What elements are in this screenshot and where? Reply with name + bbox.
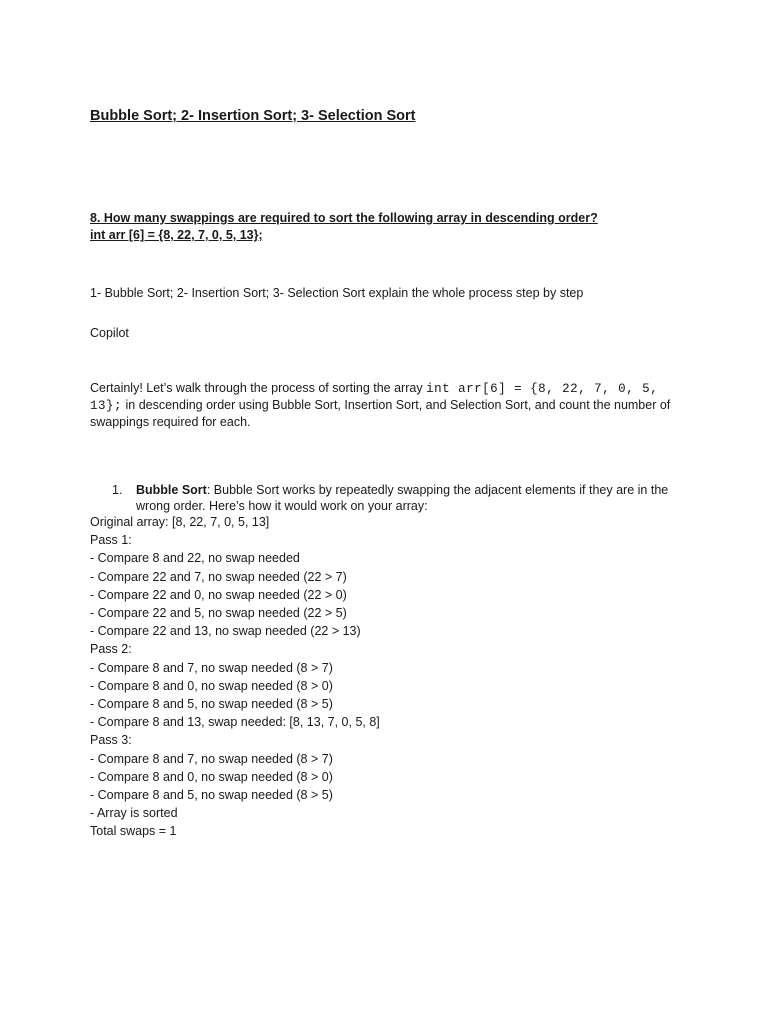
step-line: Pass 1: [90,533,132,548]
step-line: - Compare 8 and 0, no swap needed (8 > 0) [90,769,333,784]
step-line: - Compare 8 and 22, no swap needed [90,551,300,566]
intro-text-after: in descending order using Bubble Sort, Insertion Sort, and Selection Sort, and count the number of swappings required for each. [90,398,671,429]
intro-text-before: Certainly! Let’s walk through the process of sorting the array [90,381,427,395]
intro-paragraph [90,380,690,430]
author-label: Copilot [90,326,129,340]
question-block [90,210,598,244]
step-line: - Compare 22 and 13, no swap needed (22 > 13) [90,624,361,639]
intro-code-line2: 13}; [90,399,123,413]
list-item-text [136,482,681,514]
intro-code-line1: int arr[6] = {8, 22, 7, 0, 5, [426,382,659,396]
question-array: int arr [6] = {8, 22, 7, 0, 5, 13}; [90,228,263,242]
question-text: 8. How many swappings are required to sort the following array in descending order? [90,211,598,225]
step-line: - Compare 8 and 0, no swap needed (8 > 0) [90,678,333,693]
step-line: - Compare 8 and 7, no swap needed (8 > 7) [90,751,333,766]
page-title: Bubble Sort; 2- Insertion Sort; 3- Selection Sort [90,108,416,124]
step-line: - Compare 22 and 7, no swap needed (22 > 7) [90,569,347,584]
step-line: - Compare 22 and 5, no swap needed (22 > 5) [90,606,347,621]
user-prompt: 1- Bubble Sort; 2- Insertion Sort; 3- Selection Sort explain the whole process step by step [90,286,584,300]
list-item-title: Bubble Sort [136,483,207,497]
steps-list [90,513,380,841]
step-line: - Compare 8 and 13, swap needed: [8, 13, 7, 0, 5, 8] [90,715,380,730]
step-line: Original array: [8, 22, 7, 0, 5, 13] [90,515,270,529]
step-line: - Compare 8 and 5, no swap needed (8 > 5) [90,697,333,712]
step-line: - Compare 22 and 0, no swap needed (22 > 0) [90,587,347,602]
step-line: - Compare 8 and 5, no swap needed (8 > 5) [90,788,333,803]
step-line: Pass 2: [90,642,132,657]
step-line: - Compare 8 and 7, no swap needed (8 > 7) [90,660,333,675]
step-line: Pass 3: [90,733,132,748]
step-line: - Array is sorted [90,806,178,821]
list-item-description: : Bubble Sort works by repeatedly swapping the adjacent elements if they are in the wrong order. Here’s how it would work on your array: [136,483,669,513]
step-line: Total swaps = 1 [90,824,177,839]
list-number: 1. [112,483,123,497]
